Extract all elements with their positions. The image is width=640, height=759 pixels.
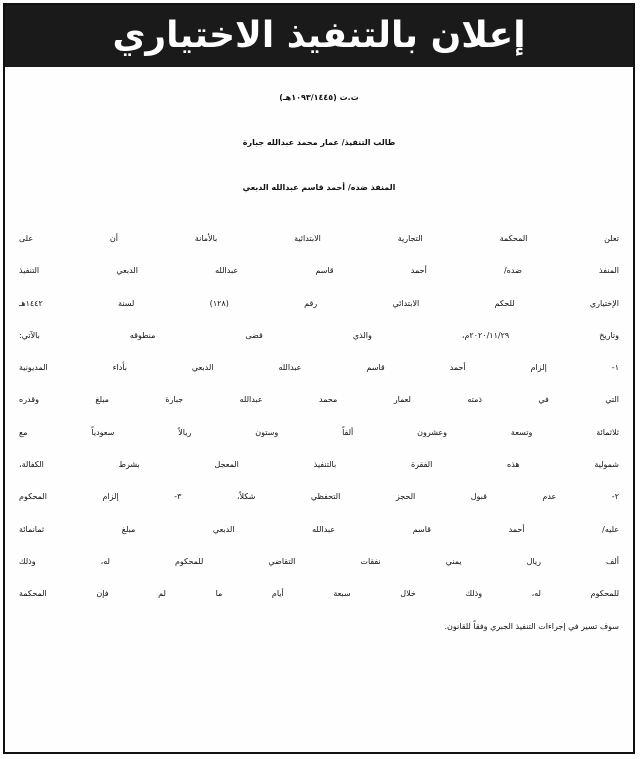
body-line: الإختياري للحكم الابتدائي رقم (١٢٨) لسنة ١٤٤٢هـ: [19, 298, 619, 308]
notice-body: [19, 223, 619, 643]
body-line: ثلاثمائة وتسعة وعشرون ألفاً وستون ريالاً سعودياً مع: [19, 427, 619, 437]
notice-title: إعلان بالتنفيذ الاختياري: [112, 15, 526, 56]
body-line: شمولية هذه الفقرة بالتنفيذ المعجل بشرط الكفالة،: [19, 460, 619, 470]
body-line: المنفذ ضده/ أحمد قاسم عبدالله الدبعي التنفيذ: [19, 266, 619, 276]
body-line: وتاريخ ٢٠٢٠/١١/٢٩م، والذي قضى منطوقه بالآتي:: [19, 330, 620, 340]
body-line: عليه/ أحمد قاسم عبدالله الدبعي مبلغ ثمانمائة: [19, 524, 619, 534]
body-line: ١- إلزام أحمد قاسم عبدالله الدبعي بأداء المديونية: [19, 363, 619, 373]
applicant-line: طالب التنفيذ/ عمار محمد عبدالله جبارة: [242, 138, 396, 147]
body-line: التي في ذمته لعمار محمد عبدالله جبارة مبلغ وقدره: [19, 395, 619, 405]
body-line: سوف تسير في إجراءات التنفيذ الجبري وفقاً للقانون.: [444, 621, 619, 631]
notice-headings: [5, 75, 633, 210]
title-bar: [5, 5, 633, 67]
body-line: تعلن المحكمة التجارية الابتدائية بالأمانة أن على: [19, 234, 619, 243]
notice-frame: [3, 3, 635, 754]
body-line: ألف ريال يمني نفقات التقاضي للمحكوم له، وذلك: [19, 556, 619, 566]
body-line: ٢- عدم قبول الحجز التحفظي شكلاً، ٣- إلزام المحكوم: [19, 492, 619, 502]
body-line: للمحكوم له، وذلك خلال سبعة أيام ما لم فإن المحكمة: [19, 589, 619, 599]
respondent-line: المنفذ ضده/ أحمد قاسم عبدالله الدبعي: [242, 183, 396, 192]
case-number: ت.ت (١٠٩٣/١٤٤٥هـ): [279, 93, 359, 102]
